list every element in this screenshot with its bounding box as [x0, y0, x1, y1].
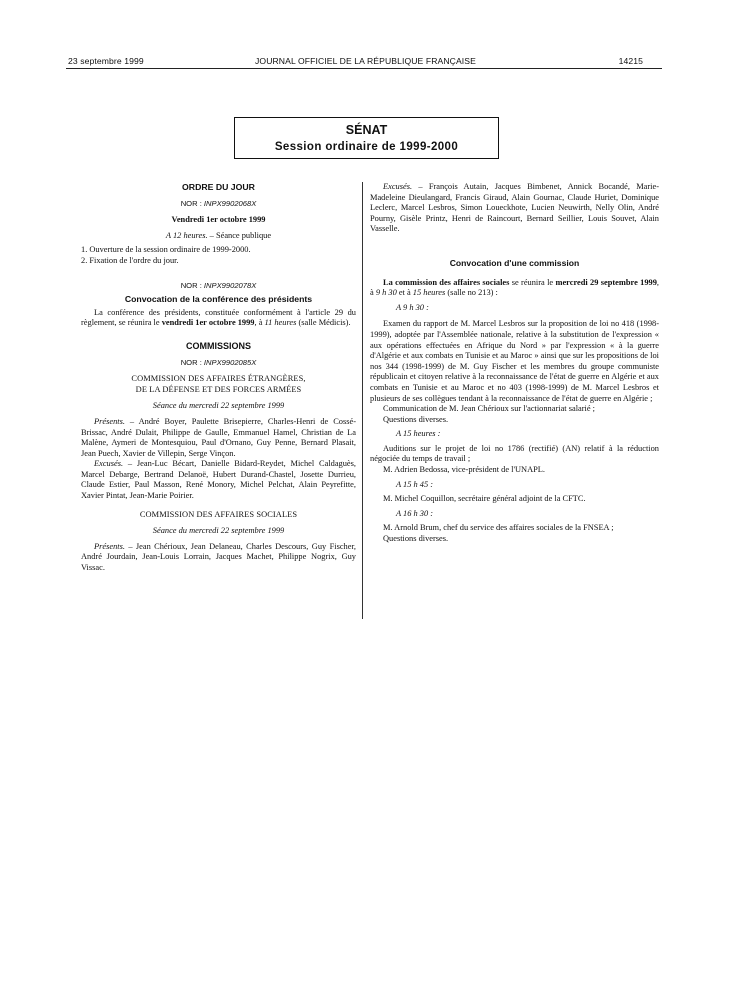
cae-excuses: Excusés. – Jean-Luc Bécart, Danielle Bidard-Reydet, Michel Caldaguès, Marcel Debarge, Bertrand Delanoë, Hubert Durand-Chastel, Josette Durrieu, Claude Estier, Paul Masson, René Monory, Michel Pelchat, Alain Peyrefitte, Xavier Pintat, Jean-Marie Poirier.: [81, 459, 356, 501]
commission-affaires-sociales-title: COMMISSION DES AFFAIRES SOCIALES: [139, 509, 298, 519]
commissions-heading: COMMISSIONS: [185, 340, 251, 351]
cae-presents: Présents. – André Boyer, Paulette Brisepierre, Charles-Henri de Cossé-Brissac, André Dulait, Philippe de Gaulle, Emmanuel Hamel, Christian de La Malène, Aymeri de Montesquiou, Paul d'Ornano, Guy Penne, Bernard Plasait, Jean Puech, Xavier de Villepin, Serge Vinçon.: [81, 416, 356, 458]
audition-brum: M. Arnold Brum, chef du service des affaires sociales de la FNSEA ;: [383, 523, 614, 533]
agenda-item-1: 1. Ouverture de la session ordinaire de 1999-2000.: [81, 245, 251, 255]
questions-diverses-2: Questions diverses.: [383, 534, 449, 544]
senat-title: SÉNAT: [345, 123, 388, 137]
time-9h30: A 9 h 30 :: [396, 302, 429, 312]
agenda-item-2: 2. Fixation de l'ordre du jour.: [81, 255, 179, 265]
nor-reference-3: NOR : INPX9902085X: [180, 357, 257, 367]
nor-reference-1: NOR : INPX9902068X: [180, 198, 257, 208]
time-15h45: A 15 h 45 :: [396, 479, 434, 489]
commission-affaires-etrangeres-title-2: DE LA DÉFENSE ET DES FORCES ARMÉES: [135, 384, 302, 394]
conference-heading: Convocation de la conférence des présidents: [124, 294, 313, 305]
audition-coquillon: M. Michel Coquillon, secrétaire général adjoint de la CFTC.: [383, 494, 586, 504]
senat-title-box: [234, 117, 499, 159]
header-date: 23 septembre 1999: [68, 56, 144, 66]
audition-bedossa: M. Adrien Bedossa, vice-président de l'UNAPL.: [383, 465, 545, 475]
ordre-du-jour-heading: ORDRE DU JOUR: [182, 182, 255, 192]
header-page-number: 14215: [618, 56, 643, 66]
left-column: [81, 182, 356, 574]
cae-seance-date: Séance du mercredi 22 septembre 1999: [152, 401, 285, 411]
header-journal-title: JOURNAL OFFICIEL DE LA RÉPUBLIQUE FRANÇAISE: [255, 56, 476, 66]
header-rule: [66, 68, 662, 69]
session-title: Session ordinaire de 1999-2000: [274, 141, 459, 153]
commission-affaires-etrangeres-title-1: COMMISSION DES AFFAIRES ÉTRANGÈRES,: [131, 374, 306, 384]
convocation-text: La commission des affaires sociales se réunira le mercredi 29 septembre 1999, à 9 h 30 et à 15 heures (salle no 213) :: [370, 277, 659, 298]
convocation-heading: Convocation d'une commission: [449, 257, 580, 268]
seance-heure: A 12 heures. – Séance publique: [165, 230, 272, 240]
communication-cherioux: Communication de M. Jean Chérioux sur l'actionnariat salarié ;: [383, 404, 595, 414]
auditions-projet-loi: Auditions sur le projet de loi no 1786 (rectifié) (AN) relatif à la réduction négociée du temps de travail ;: [370, 443, 659, 464]
conference-text: La conférence des présidents, constituée conformément à l'article 29 du règlement, se réunira le vendredi 1er octobre 1999, à 11 heures (salle Médicis).: [81, 307, 356, 328]
column-divider: [362, 182, 363, 619]
seance-date: Vendredi 1er octobre 1999: [171, 215, 266, 225]
time-15h: A 15 heures :: [396, 429, 441, 439]
cas-excuses: Excusés. – François Autain, Jacques Bimbenet, Annick Bocandé, Marie-Madeleine Dieulangard, Francis Giraud, Alain Gournac, Claude Huriet, Dominique Leclerc, Marcel Lesbros, Simon Loueckhote, Lucien Neuwirth, Nelly Olin, André Pourny, Gisèle Printz, Henri de Raincourt, Bernard Seillier, Louis Souvet, Alain Vasselle.: [370, 182, 659, 234]
nor-reference-2: NOR : INPX9902078X: [180, 280, 257, 290]
cas-seance-date: Séance du mercredi 22 septembre 1999: [152, 526, 285, 536]
cas-presents: Présents. – Jean Chérioux, Jean Delaneau, Charles Descours, Guy Fischer, André Jourdain, Jean-Louis Lorrain, Jacques Machet, Philippe Nogrix, Guy Vissac.: [81, 541, 356, 573]
time-16h30: A 16 h 30 :: [396, 508, 434, 518]
right-column: [370, 182, 659, 545]
examen-rapport: Examen du rapport de M. Marcel Lesbros sur la proposition de loi no 418 (1998-1999), adoptée par l'Assemblée nationale, relative à la substitution de l'expression « aux opérations effectuées en Afrique du Nord » par l'expression « à la guerre d'Algérie et aux combats en Tunisie et au Maroc » ainsi que sur les propositions de loi nos 344 (1998-1999) de M. Guy Fischer et les membres du groupe communiste républicain et citoyen relative à la reconnaissance de l'état de guerre en Algérie et aux combats en Tunisie et au Maroc et no 403 (1998-1999) de M. Marcel Lesbros et plusieurs de ses collègues tendant à la reconnaissance de l'état de guerre en Algérie ;: [370, 319, 659, 403]
questions-diverses-1: Questions diverses.: [383, 414, 449, 424]
